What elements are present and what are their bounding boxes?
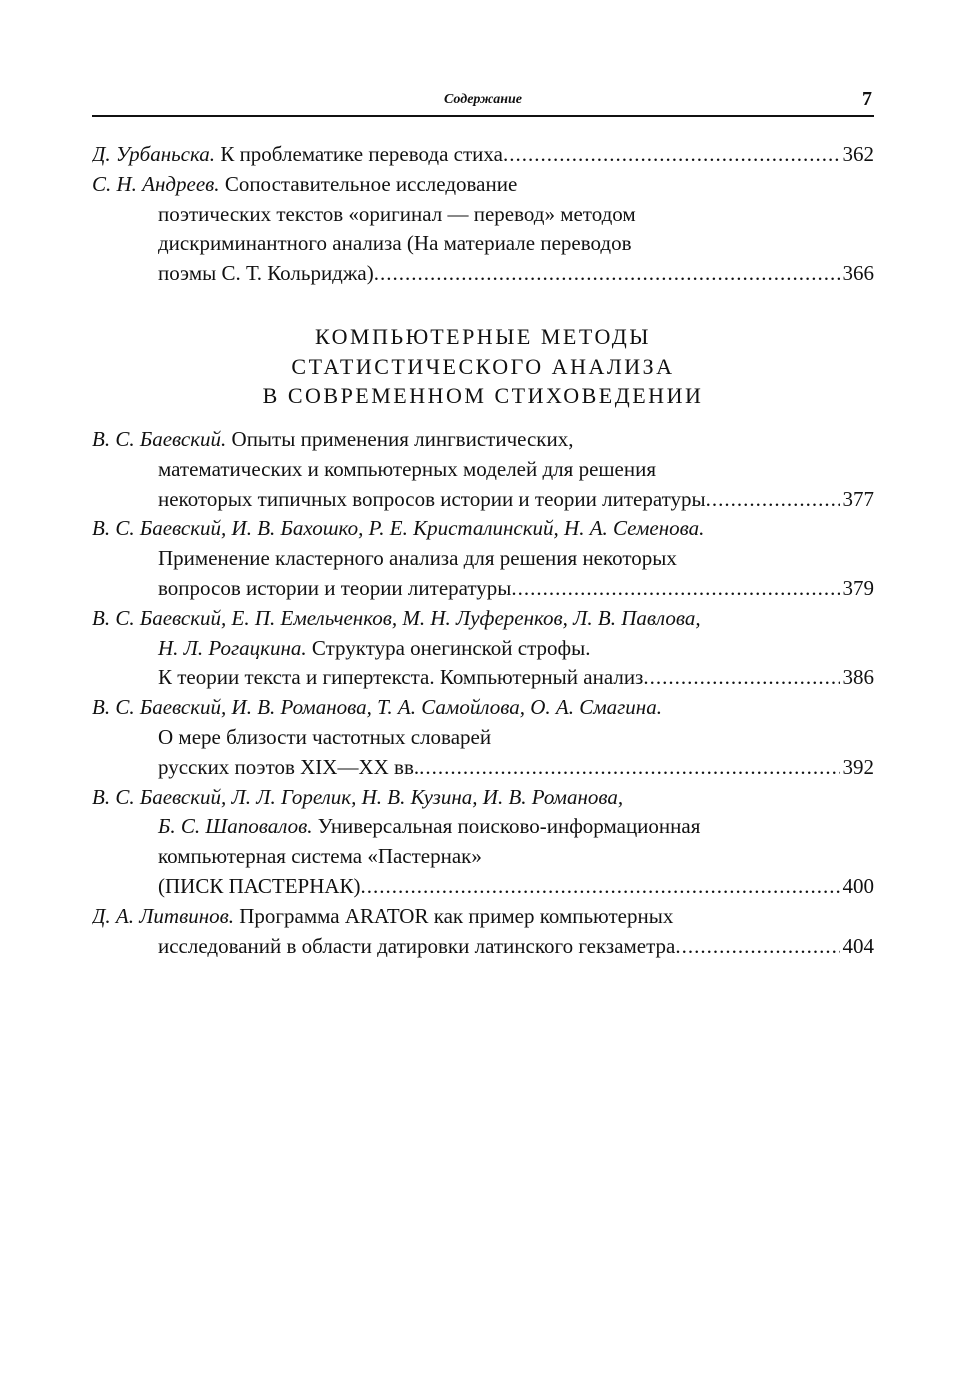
entry-author: Д. А. Литвинов. xyxy=(92,903,234,928)
entry-title-line: исследований в области датировки латинского гекзаметра xyxy=(158,933,676,958)
section-heading-line: СТАТИСТИЧЕСКОГО АНАЛИЗА xyxy=(291,353,675,379)
entry-title: Программа ARATOR как пример компьютерных xyxy=(233,903,674,928)
entry-title-line: О мере близости частотных словарей xyxy=(158,724,492,749)
toc-entry xyxy=(92,783,874,902)
toc-entry xyxy=(92,140,874,170)
toc-entry xyxy=(92,170,874,289)
entry-page: 392 xyxy=(842,754,874,779)
section-heading xyxy=(92,322,874,411)
leader-dots xyxy=(361,872,840,902)
entry-title-line: вопросов истории и теории литературы xyxy=(158,575,512,600)
entry-title: Структура онегинской строфы. xyxy=(306,635,591,660)
entry-page: 400 xyxy=(842,873,874,898)
toc-top xyxy=(92,140,874,289)
entry-title-line: некоторых типичных вопросов истории и теории литературы xyxy=(158,486,706,511)
entry-title-line: поэмы С. Т. Кольриджа) xyxy=(158,261,374,286)
page-number: 7 xyxy=(862,88,872,110)
entry-title-line: компьютерная система «Пастернак» xyxy=(158,844,482,869)
header-rule xyxy=(92,115,874,117)
entry-author: Н. Л. Рогацкина. xyxy=(158,635,307,660)
entry-page: 377 xyxy=(842,486,874,511)
entry-author: В. С. Баевский, И. В. Бахошко, Р. Е. Кристалинский, Н. А. Семенова. xyxy=(92,516,705,541)
entry-title: Опыты применения лингвистических, xyxy=(226,427,574,451)
entry-author: С. Н. Андреев. xyxy=(92,171,220,196)
entry-author: В. С. Баевский. xyxy=(92,427,227,451)
entry-page: 379 xyxy=(842,575,874,600)
running-header xyxy=(92,88,874,116)
toc-entry xyxy=(92,425,874,514)
entry-title: Сопоставительное исследование xyxy=(219,171,518,196)
leader-dots xyxy=(419,753,839,783)
entry-title-line: математических и компьютерных моделей для решения xyxy=(158,456,657,481)
leader-dots xyxy=(374,259,840,289)
entry-title-line: К теории текста и гипертекста. Компьютерный анализ xyxy=(158,665,644,690)
leader-dots xyxy=(675,932,839,962)
entry-title: Универсальная поисково-информационная xyxy=(312,814,701,839)
leader-dots xyxy=(503,140,840,170)
entry-title-line: русских поэтов XIX—XX вв. xyxy=(158,754,420,779)
entry-title-line: дискриминантного анализа (На материале переводов xyxy=(158,231,632,256)
toc-entry xyxy=(92,693,874,782)
entry-title: К проблематике перевода стиха xyxy=(215,142,503,166)
leader-dots xyxy=(706,485,840,515)
entry-title-line: поэтических текстов «оригинал — перевод» методом xyxy=(158,201,636,226)
entry-author: Д. Урбаньска. xyxy=(92,142,216,166)
entry-author: Б. С. Шаповалов. xyxy=(158,814,313,839)
header-title: Содержание xyxy=(444,92,522,107)
leader-dots xyxy=(511,574,839,604)
leader-dots xyxy=(643,663,839,693)
toc-entry xyxy=(92,604,874,693)
entry-title-line: (ПИСК ПАСТЕРНАК) xyxy=(158,873,361,898)
toc-bottom xyxy=(92,425,874,961)
entry-page: 386 xyxy=(842,665,874,690)
section-heading-line: КОМПЬЮТЕРНЫЕ МЕТОДЫ xyxy=(315,324,651,349)
entry-page: 362 xyxy=(842,142,874,166)
section-heading-line: В СОВРЕМЕННОМ СТИХОВЕДЕНИИ xyxy=(262,383,704,408)
entry-page: 404 xyxy=(842,933,874,958)
entry-page: 366 xyxy=(842,261,874,286)
toc-entry xyxy=(92,902,874,962)
toc-entry xyxy=(92,514,874,603)
entry-author: В. С. Баевский, Л. Л. Горелик, Н. В. Кузина, И. В. Романова, xyxy=(92,784,624,809)
entry-title-line: Применение кластерного анализа для решения некоторых xyxy=(158,546,677,571)
entry-author: В. С. Баевский, И. В. Романова, Т. А. Самойлова, О. А. Смагина. xyxy=(92,695,662,720)
entry-author: В. С. Баевский, Е. П. Емельченков, М. Н. Луференков, Л. В. Павлова, xyxy=(92,605,701,630)
